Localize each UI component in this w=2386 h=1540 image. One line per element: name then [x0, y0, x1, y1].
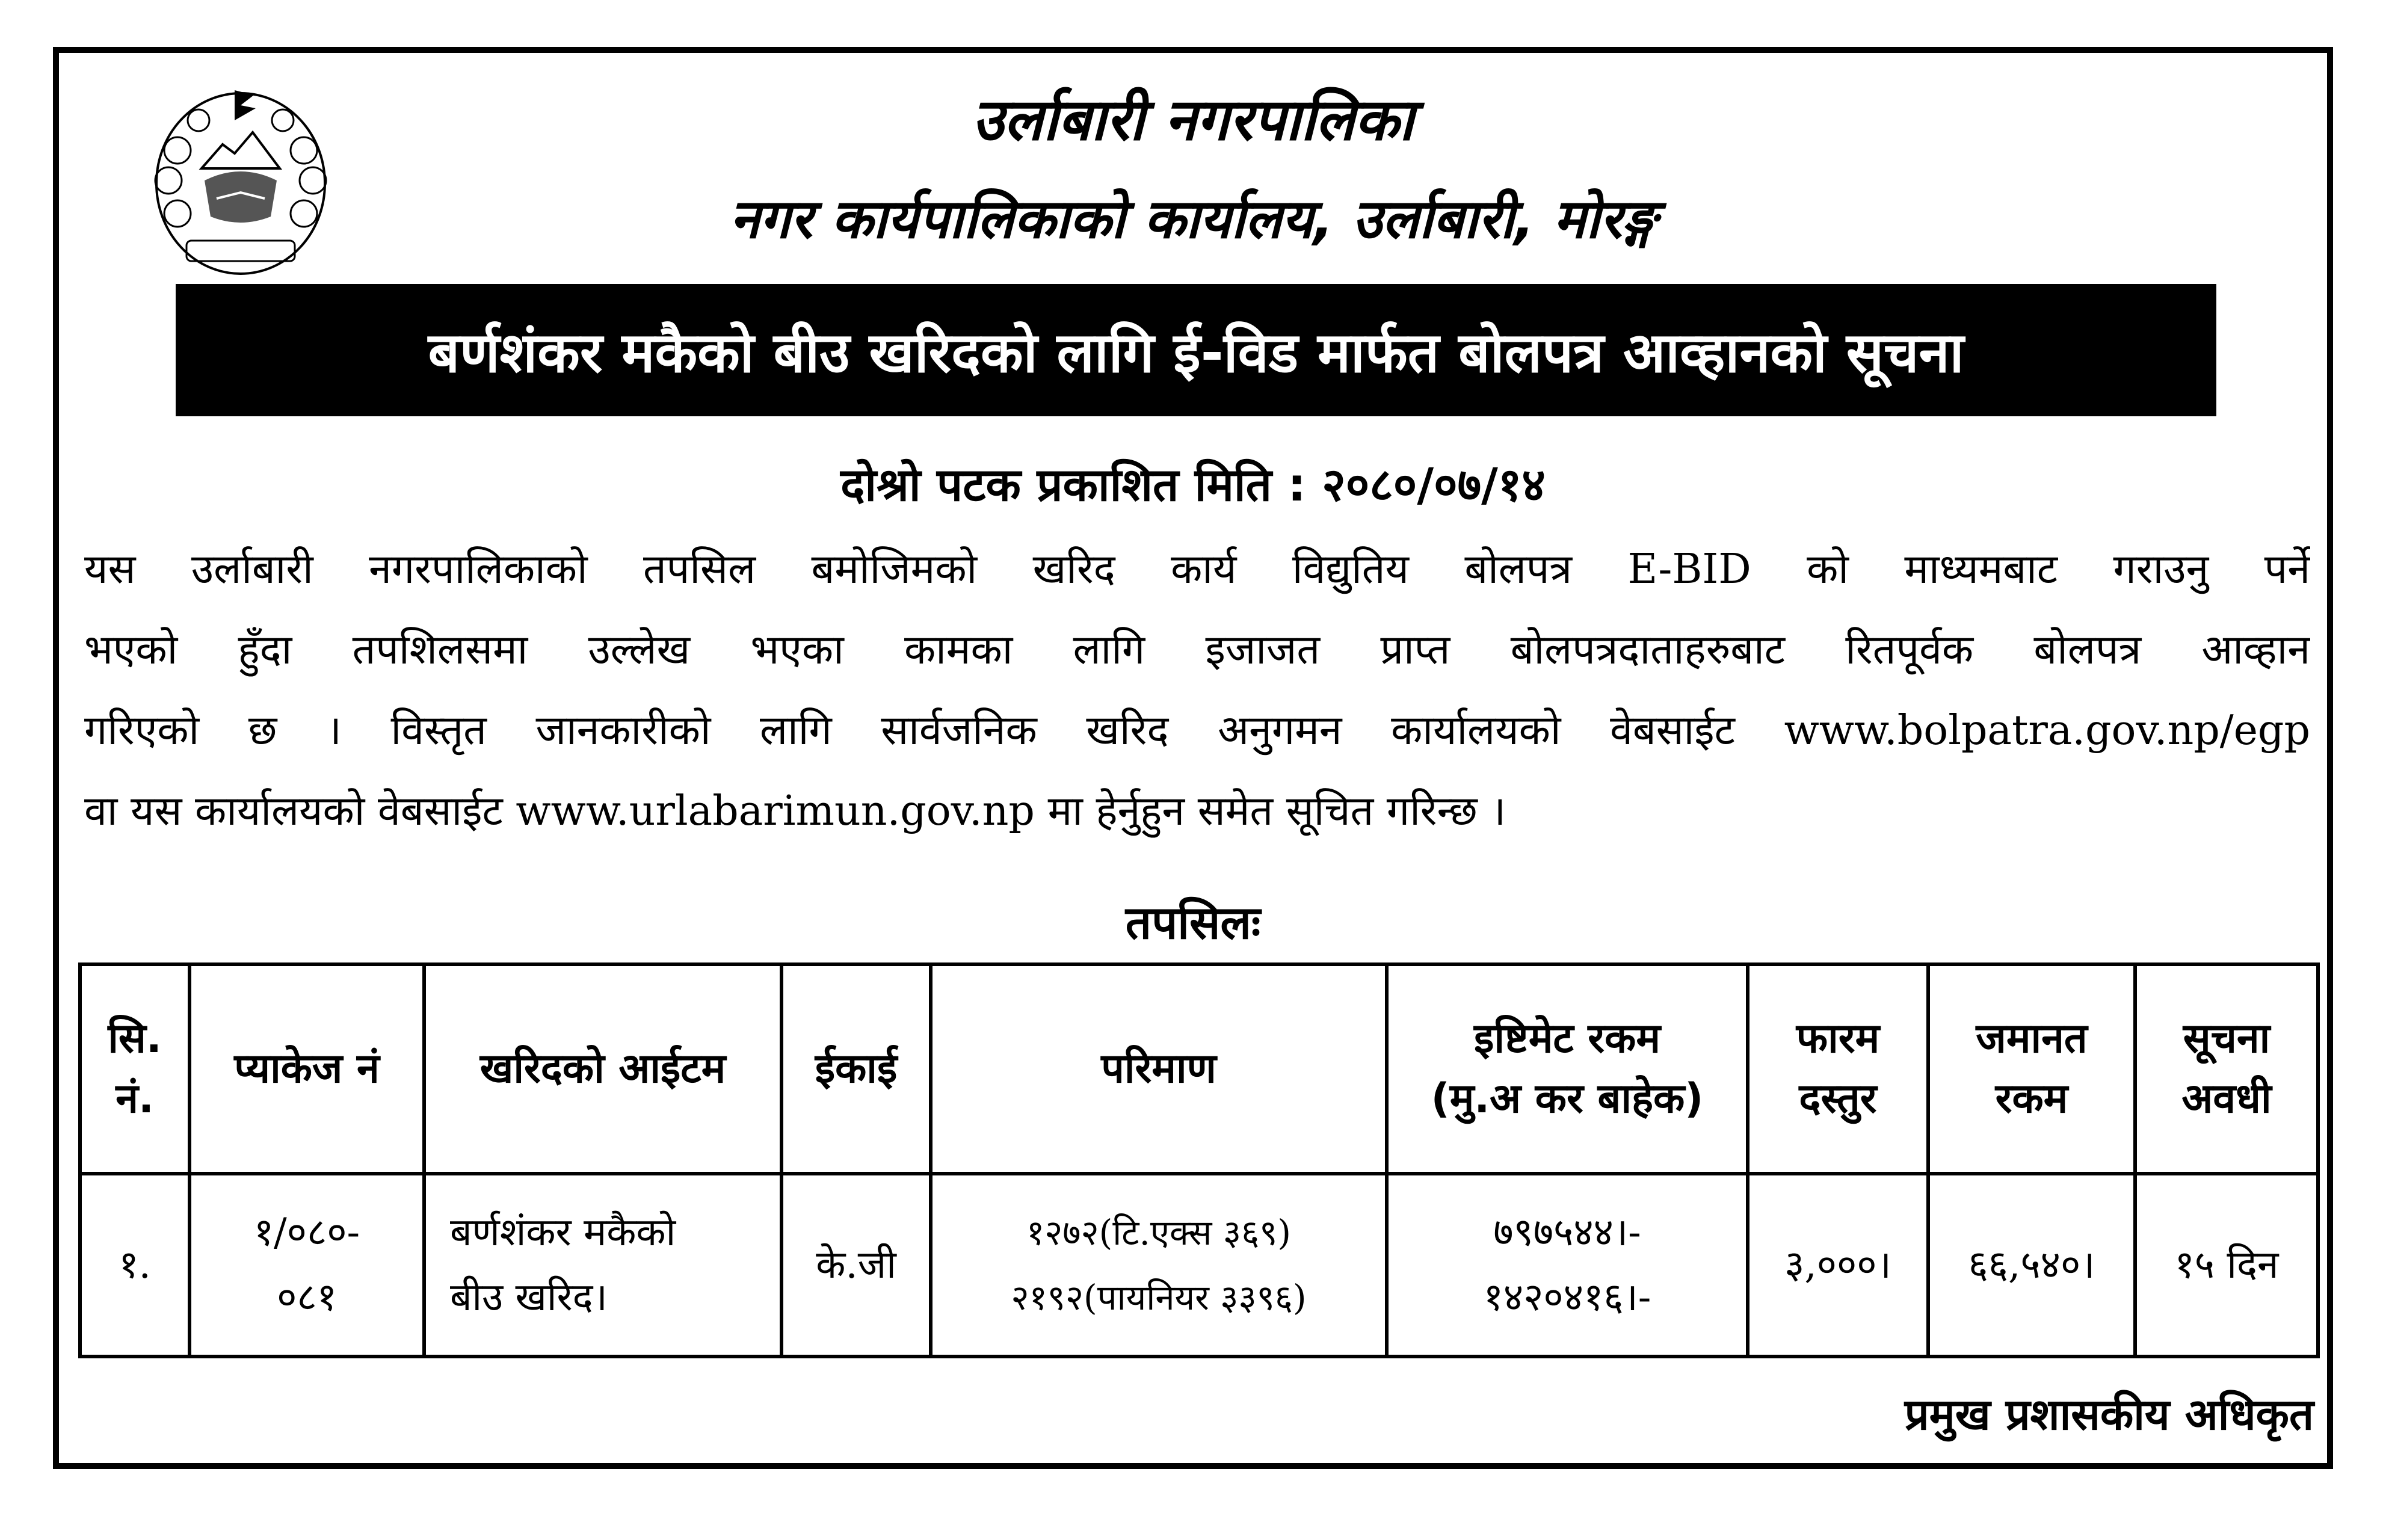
cell-package-no — [190, 1174, 424, 1357]
notice-body — [84, 529, 2310, 852]
header-text: फारम — [1796, 1015, 1880, 1062]
cell-estimate — [1387, 1174, 1748, 1357]
notice-title-banner — [176, 284, 2216, 416]
header-text: सि. — [108, 1015, 162, 1062]
header-text: जमानत — [1976, 1015, 2088, 1062]
schedule-title: तपसिलः — [1125, 896, 1261, 949]
cell-sn: १. — [80, 1174, 190, 1357]
header-package-no — [190, 964, 424, 1174]
table-row — [80, 1174, 2318, 1357]
table-header-row — [80, 964, 2318, 1174]
schedule-table — [78, 962, 2320, 1358]
body-line: गरिएको छ । विस्तृत जानकारीको लागि सार्वजनिक खरिद अनुगमन कार्यालयको वेबसाईट www.bolpatra.gov.np/egp — [84, 707, 2310, 754]
header-text: सूचना — [2183, 1015, 2270, 1062]
header-text: ईकाई — [815, 1045, 898, 1092]
cell-quantity — [931, 1174, 1387, 1357]
header-text: अवधी — [2181, 1075, 2272, 1123]
header-text: इष्टिमेट रकम — [1473, 1015, 1661, 1062]
header-bid-bond — [1928, 964, 2135, 1174]
header-text: रकम — [1995, 1075, 2068, 1123]
header-quantity — [931, 964, 1387, 1174]
cell-item — [424, 1174, 781, 1357]
header-notice-period — [2135, 964, 2318, 1174]
publish-date: दोश्रो पटक प्रकाशित मिति : २०८०/०७/१४ — [840, 458, 1546, 511]
header-form-fee — [1748, 964, 1928, 1174]
header-text: प्याकेज नं — [234, 1045, 380, 1092]
body-line: यस उर्लाबारी नगरपालिकाको तपसिल बमोजिमको खरिद कार्य विद्युतिय बोलपत्र E-BID को माध्यमबाट गराउनु पर्ने — [84, 546, 2310, 593]
office-name: नगर कार्यपालिकाको कार्यालय, उर्लाबारी, मोरङ्ग — [730, 188, 1656, 251]
cell-text: बीउ खरिद। — [450, 1275, 608, 1320]
cell-text: बर्णशंकर मकैको — [450, 1210, 676, 1255]
notice-title: बर्णशंकर मकैको बीउ खरिदको लागि ई-विड मार्फत बोलपत्र आव्हानको सूचना — [428, 320, 1964, 385]
header-text: परिमाण — [1101, 1045, 1216, 1092]
org-name: उर्लाबारी नगरपालिका — [972, 86, 1414, 153]
header-text: नं. — [116, 1075, 154, 1123]
signatory-title: प्रमुख प्रशासकीय अधिकृत — [1904, 1389, 2314, 1440]
cell-text: १२७२(टि.एक्स ३६९) — [1026, 1212, 1292, 1253]
cell-text: ०८१ — [277, 1275, 337, 1320]
header-sn — [80, 964, 190, 1174]
header-text: (मु.अ कर बाहेक) — [1431, 1075, 1704, 1123]
cell-notice-period: १५ दिन — [2135, 1174, 2318, 1357]
header-text: खरिदको आईटम — [479, 1045, 726, 1092]
header-text: दस्तुर — [1799, 1075, 1877, 1123]
cell-text: ७९७५४४।- — [1493, 1210, 1641, 1255]
cell-text: २१९२(पायनियर ३३९६) — [1011, 1277, 1307, 1318]
body-line: भएको हुँदा तपशिलसमा उल्लेख भएका कामका लागि इजाजत प्राप्त बोलपत्रदाताहरुबाट रितपूर्वक बोलपत्र आव्हान — [84, 626, 2310, 674]
header-item — [424, 964, 781, 1174]
header-unit — [781, 964, 931, 1174]
cell-text: १४२०४१६।- — [1483, 1275, 1651, 1320]
cell-text: १/०८०- — [253, 1210, 360, 1255]
cell-bid-bond: ६६,५४०। — [1928, 1174, 2135, 1357]
cell-form-fee: ३,०००। — [1748, 1174, 1928, 1357]
cell-unit: के.जी — [781, 1174, 931, 1357]
body-line: वा यस कार्यालयको वेबसाईट www.urlabarimun.gov.np मा हेर्नुहुन समेत सूचित गरिन्छ । — [84, 787, 1506, 835]
header-estimate — [1387, 964, 1748, 1174]
